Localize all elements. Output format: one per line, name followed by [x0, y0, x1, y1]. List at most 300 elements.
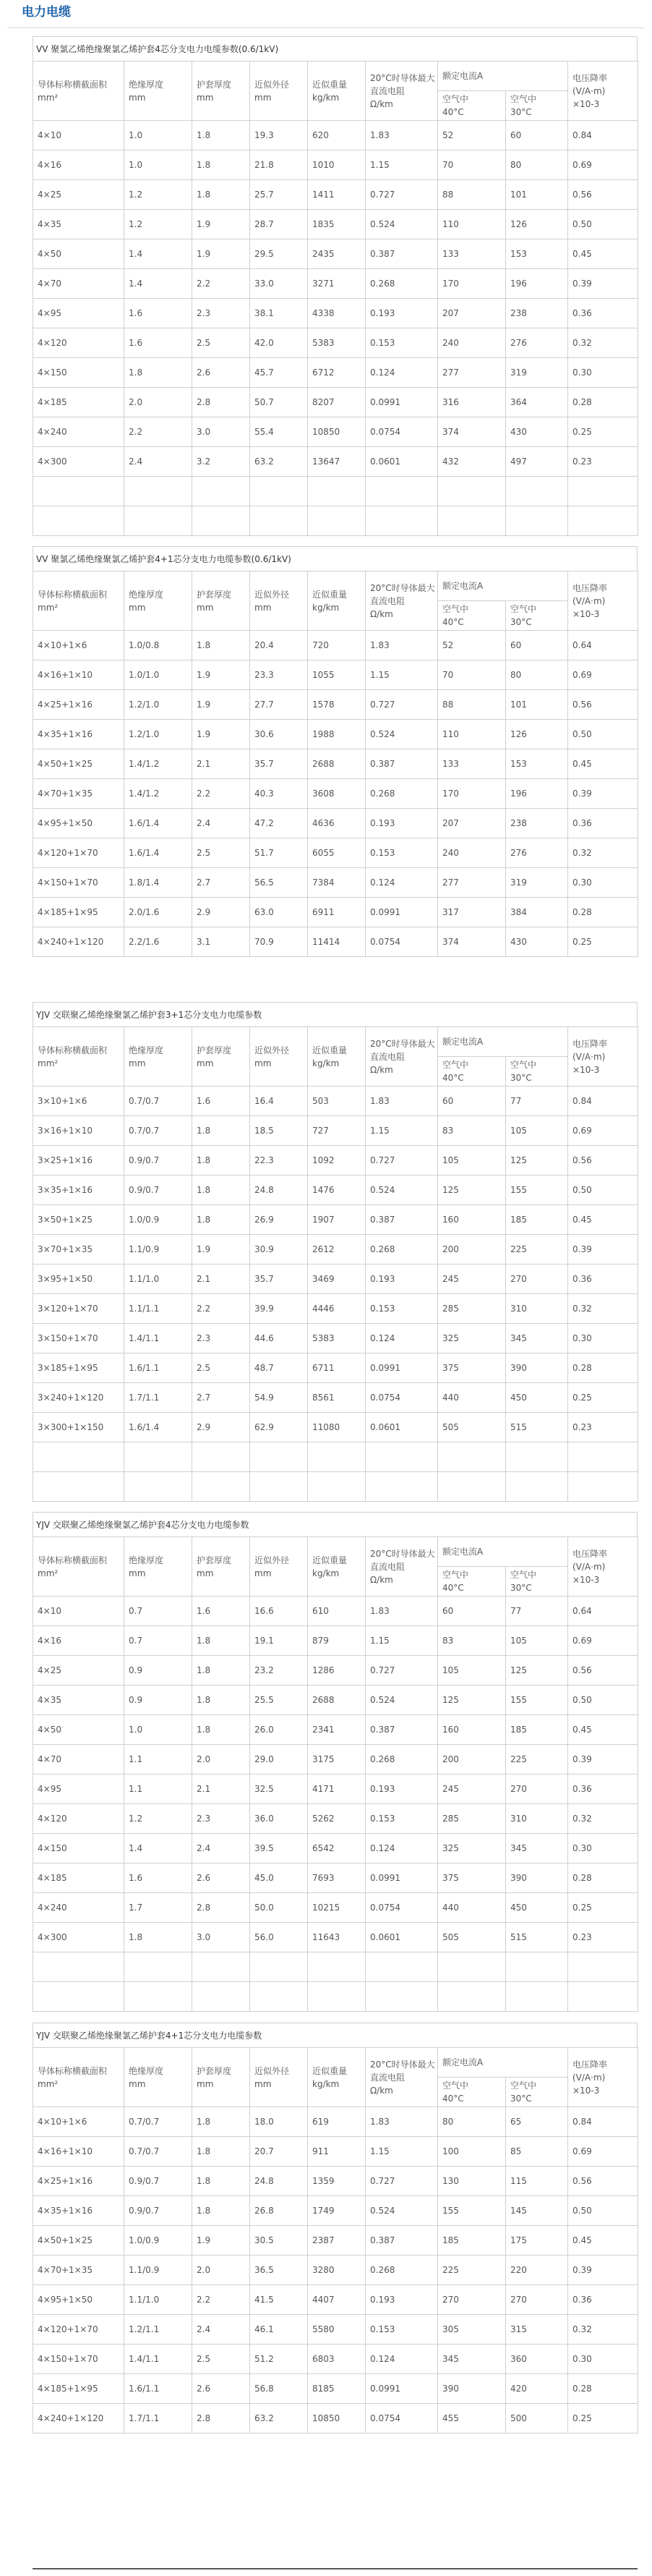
- table-cell: 0.268: [366, 1235, 438, 1264]
- table-cell: 0.7/0.7: [124, 1087, 192, 1116]
- table-cell: 0.69: [568, 150, 638, 180]
- table-cell: 0.727: [366, 2167, 438, 2196]
- table-cell: 1.1/0.9: [124, 2256, 192, 2285]
- table-row: [33, 1472, 638, 1502]
- table-cell: [250, 477, 308, 506]
- header-sheath-line: 护套厚度: [197, 1045, 232, 1055]
- table-cell: 4×240+1×120: [33, 2404, 124, 2433]
- header-rated-current: 额定电流A: [438, 1027, 568, 1057]
- table-cell: 1.6: [192, 1597, 250, 1626]
- table-cell: 0.387: [366, 2226, 438, 2256]
- title-divider: [7, 27, 645, 28]
- table-cell: 0.7/0.7: [124, 1116, 192, 1146]
- table-cell: 0.30: [568, 2345, 638, 2374]
- table-row: [33, 506, 638, 536]
- header-sheath: [192, 571, 250, 631]
- table-cell: 19.3: [250, 121, 308, 150]
- table-cell: [124, 1442, 192, 1472]
- header-air30: [506, 2078, 568, 2107]
- header-weight-line: 近似重量: [312, 1555, 348, 1565]
- table-cell: 276: [506, 328, 568, 358]
- table-cell: 42.0: [250, 328, 308, 358]
- header-diameter: [250, 571, 308, 631]
- table-cell: 277: [438, 358, 506, 388]
- header-air30-line: 30°C: [510, 617, 532, 627]
- table-cell: 1.83: [366, 631, 438, 660]
- table-row: [33, 1597, 638, 1626]
- table-cell: 4×300: [33, 447, 124, 477]
- spec-section: [33, 1002, 638, 1502]
- spec-table: [33, 1026, 638, 1502]
- table-cell: 30.5: [250, 2226, 308, 2256]
- table-cell: 440: [438, 1893, 506, 1923]
- table-cell: 105: [438, 1656, 506, 1686]
- header-weight-line: 近似重量: [312, 79, 348, 90]
- table-cell: 1.6: [124, 299, 192, 328]
- table-cell: 0.268: [366, 1745, 438, 1774]
- table-row: [33, 690, 638, 720]
- table-cell: [438, 477, 506, 506]
- header-air30-line: 空气中: [510, 2080, 537, 2091]
- table-cell: 1.8: [192, 1656, 250, 1686]
- table-cell: 4446: [308, 1294, 366, 1324]
- table-cell: 2.6: [192, 2374, 250, 2404]
- table-cell: 0.0601: [366, 447, 438, 477]
- header-drop-line: ×10-3: [572, 2085, 600, 2096]
- table-cell: 2.0: [124, 388, 192, 417]
- table-cell: 4407: [308, 2285, 366, 2315]
- table-cell: 24.8: [250, 1176, 308, 1205]
- table-cell: [308, 1472, 366, 1502]
- table-cell: 1092: [308, 1146, 366, 1176]
- header-air30-line: 30°C: [510, 1073, 532, 1083]
- table-cell: 2.1: [192, 749, 250, 779]
- header-resistance-line: Ω/km: [370, 2085, 393, 2096]
- table-cell: 1.83: [366, 1597, 438, 1626]
- header-air40-line: 40°C: [442, 1583, 464, 1593]
- table-cell: 1.2: [124, 180, 192, 210]
- table-cell: [33, 1442, 124, 1472]
- table-cell: 35.7: [250, 1264, 308, 1294]
- table-cell: 0.28: [568, 1863, 638, 1893]
- table-cell: [506, 1442, 568, 1472]
- table-cell: 4×25: [33, 1656, 124, 1686]
- table-cell: 0.23: [568, 1923, 638, 1952]
- table-cell: 1286: [308, 1656, 366, 1686]
- table-cell: 70: [438, 150, 506, 180]
- header-sheath-line: mm: [197, 2078, 214, 2089]
- table-cell: 1.6/1.4: [124, 1413, 192, 1442]
- table-cell: 2.2: [192, 779, 250, 809]
- table-caption: VV 聚氯乙烯绝缘聚氯乙烯护套4芯分支电力电缆参数(0.6/1kV): [33, 36, 638, 61]
- table-cell: 1.8: [192, 1176, 250, 1205]
- table-cell: 4×70: [33, 269, 124, 299]
- table-cell: 26.9: [250, 1205, 308, 1235]
- table-row: [33, 1294, 638, 1324]
- table-cell: 0.0991: [366, 1353, 438, 1383]
- table-cell: 1.8: [192, 2196, 250, 2226]
- table-cell: 175: [506, 2226, 568, 2256]
- header-weight: [308, 2048, 366, 2107]
- header-drop-line: 电压降率: [572, 582, 608, 593]
- table-cell: 500: [506, 2404, 568, 2433]
- table-cell: 432: [438, 447, 506, 477]
- table-cell: 1055: [308, 660, 366, 690]
- table-cell: 4×185: [33, 1863, 124, 1893]
- table-cell: 196: [506, 779, 568, 809]
- table-cell: 4×300: [33, 1923, 124, 1952]
- table-cell: 2.1: [192, 1264, 250, 1294]
- table-cell: 0.50: [568, 720, 638, 749]
- table-cell: 1.15: [366, 1116, 438, 1146]
- table-cell: 619: [308, 2107, 366, 2137]
- header-drop-line: (V/A·m): [572, 1561, 606, 1572]
- header-drop-line: ×10-3: [572, 1574, 600, 1585]
- header-diameter-line: mm: [254, 1058, 272, 1068]
- table-cell: 1.8: [192, 2107, 250, 2137]
- table-row: [33, 1715, 638, 1745]
- table-cell: 1.83: [366, 1087, 438, 1116]
- header-weight-line: kg/km: [312, 602, 340, 613]
- header-insulation-line: 绝缘厚度: [129, 2065, 164, 2076]
- header-insulation-line: 绝缘厚度: [129, 589, 164, 600]
- table-cell: [192, 506, 250, 536]
- table-cell: 196: [506, 269, 568, 299]
- table-cell: 325: [438, 1324, 506, 1353]
- header-air30-line: 空气中: [510, 1570, 537, 1580]
- table-cell: 110: [438, 720, 506, 749]
- header-weight-line: 近似重量: [312, 1045, 348, 1055]
- table-cell: 879: [308, 1626, 366, 1656]
- table-cell: 2.9: [192, 1413, 250, 1442]
- table-row: [33, 1383, 638, 1413]
- header-size: [33, 1537, 124, 1597]
- table-cell: 60: [438, 1597, 506, 1626]
- table-cell: 40.3: [250, 779, 308, 809]
- table-cell: [568, 477, 638, 506]
- table-cell: 1.9: [192, 1235, 250, 1264]
- table-cell: 55.4: [250, 417, 308, 447]
- table-cell: 0.28: [568, 2374, 638, 2404]
- table-cell: 1.8: [192, 1116, 250, 1146]
- table-cell: 3469: [308, 1264, 366, 1294]
- table-cell: 0.0991: [366, 2374, 438, 2404]
- table-cell: 0.30: [568, 1324, 638, 1353]
- table-cell: 1.6: [192, 1087, 250, 1116]
- table-cell: 2.4: [124, 447, 192, 477]
- table-cell: 83: [438, 1116, 506, 1146]
- table-row: [33, 749, 638, 779]
- table-cell: 0.28: [568, 388, 638, 417]
- table-cell: 2.6: [192, 1863, 250, 1893]
- table-cell: 32.5: [250, 1774, 308, 1804]
- header-insulation: [124, 1027, 192, 1087]
- table-cell: 1.9: [192, 2226, 250, 2256]
- table-cell: 0.153: [366, 328, 438, 358]
- table-cell: 70.9: [250, 927, 308, 957]
- table-cell: 0.39: [568, 2256, 638, 2285]
- table-cell: 133: [438, 749, 506, 779]
- table-cell: 0.7/0.7: [124, 2137, 192, 2167]
- table-cell: 39.5: [250, 1834, 308, 1863]
- table-cell: 3×95+1×50: [33, 1264, 124, 1294]
- page-title: 电力电缆: [22, 5, 71, 20]
- header-weight: [308, 1537, 366, 1597]
- table-cell: 80: [438, 2107, 506, 2137]
- header-size: [33, 1027, 124, 1087]
- table-cell: 1835: [308, 210, 366, 239]
- table-cell: 10850: [308, 2404, 366, 2433]
- header-resistance: [366, 571, 438, 631]
- header-insulation-line: mm: [129, 1568, 146, 1578]
- header-weight-line: 近似重量: [312, 2065, 348, 2076]
- table-cell: 3×240+1×120: [33, 1383, 124, 1413]
- table-cell: [568, 506, 638, 536]
- table-cell: 1578: [308, 690, 366, 720]
- table-cell: 160: [438, 1205, 506, 1235]
- header-diameter-line: 近似外径: [254, 79, 290, 90]
- table-cell: 7384: [308, 868, 366, 898]
- table-cell: 0.25: [568, 2404, 638, 2433]
- table-cell: 285: [438, 1294, 506, 1324]
- table-cell: 3175: [308, 1745, 366, 1774]
- header-weight-line: kg/km: [312, 2078, 340, 2089]
- table-cell: 0.32: [568, 2315, 638, 2345]
- table-cell: 4×25: [33, 180, 124, 210]
- table-row: [33, 1863, 638, 1893]
- table-cell: 3×300+1×150: [33, 1413, 124, 1442]
- table-cell: 4×150+1×70: [33, 868, 124, 898]
- table-cell: 0.23: [568, 1413, 638, 1442]
- table-cell: 3280: [308, 2256, 366, 2285]
- table-cell: 270: [506, 1264, 568, 1294]
- table-cell: 2.2: [192, 2285, 250, 2315]
- table-cell: 3×150+1×70: [33, 1324, 124, 1353]
- table-cell: 390: [506, 1863, 568, 1893]
- table-cell: [250, 506, 308, 536]
- table-cell: [308, 506, 366, 536]
- header-insulation: [124, 571, 192, 631]
- header-diameter-line: mm: [254, 602, 272, 613]
- table-cell: 0.268: [366, 269, 438, 299]
- table-cell: 1.9: [192, 210, 250, 239]
- table-row: [33, 1264, 638, 1294]
- table-cell: 153: [506, 239, 568, 269]
- table-cell: 2.5: [192, 838, 250, 868]
- table-cell: 1.8: [192, 180, 250, 210]
- table-cell: 10215: [308, 1893, 366, 1923]
- table-row: [33, 2137, 638, 2167]
- table-cell: 6911: [308, 898, 366, 927]
- table-cell: [33, 1982, 124, 2012]
- table-cell: 207: [438, 809, 506, 838]
- header-insulation-line: 绝缘厚度: [129, 1555, 164, 1565]
- table-cell: 0.727: [366, 1656, 438, 1686]
- header-insulation-line: mm: [129, 2078, 146, 2089]
- table-cell: 3×16+1×10: [33, 1116, 124, 1146]
- table-cell: 1.0: [124, 1715, 192, 1745]
- header-air30-line: 空气中: [510, 94, 537, 104]
- table-cell: 5383: [308, 1324, 366, 1353]
- table-cell: [124, 477, 192, 506]
- header-drop-line: 电压降率: [572, 1548, 608, 1559]
- header-rated-current: 额定电流A: [438, 61, 568, 91]
- header-size-line: 导体标称横截面积: [38, 2065, 108, 2076]
- table-cell: 4×150: [33, 358, 124, 388]
- table-cell: 0.268: [366, 779, 438, 809]
- header-drop: [568, 1537, 638, 1597]
- table-cell: 1.9: [192, 239, 250, 269]
- header-weight-line: kg/km: [312, 1568, 340, 1578]
- table-cell: 52: [438, 631, 506, 660]
- table-cell: 2.2/1.6: [124, 927, 192, 957]
- table-cell: 4×120+1×70: [33, 2315, 124, 2345]
- header-air30: [506, 91, 568, 121]
- table-cell: 23.2: [250, 1656, 308, 1686]
- table-cell: 4×185: [33, 388, 124, 417]
- table-cell: 2.2: [192, 269, 250, 299]
- table-cell: 3×70+1×35: [33, 1235, 124, 1264]
- table-cell: 4×240: [33, 1893, 124, 1923]
- table-cell: 0.193: [366, 1264, 438, 1294]
- table-cell: 47.2: [250, 809, 308, 838]
- table-cell: 384: [506, 898, 568, 927]
- table-cell: 23.3: [250, 660, 308, 690]
- table-cell: 0.36: [568, 809, 638, 838]
- table-row: [33, 927, 638, 957]
- table-row: [33, 358, 638, 388]
- table-caption: YJV 交联聚乙烯绝缘聚氯乙烯护套3+1芯分支电力电缆参数: [33, 1002, 638, 1026]
- table-cell: 46.1: [250, 2315, 308, 2345]
- header-rated-current: 额定电流A: [438, 2048, 568, 2078]
- table-cell: 5383: [308, 328, 366, 358]
- spec-table: [33, 571, 638, 957]
- table-cell: 3608: [308, 779, 366, 809]
- table-row: [33, 2256, 638, 2285]
- table-cell: 0.64: [568, 631, 638, 660]
- header-air40: [438, 91, 506, 121]
- table-cell: 2.1: [192, 1774, 250, 1804]
- table-cell: [366, 1472, 438, 1502]
- table-cell: 1.0/1.0: [124, 660, 192, 690]
- header-air30: [506, 1057, 568, 1087]
- table-cell: 0.524: [366, 720, 438, 749]
- table-cell: 1.8: [192, 1686, 250, 1715]
- table-cell: 1476: [308, 1176, 366, 1205]
- table-cell: 455: [438, 2404, 506, 2433]
- header-drop-line: ×10-3: [572, 98, 600, 109]
- table-cell: 0.50: [568, 1176, 638, 1205]
- table-cell: 153: [506, 749, 568, 779]
- table-cell: 911: [308, 2137, 366, 2167]
- table-cell: 0.45: [568, 1205, 638, 1235]
- table-cell: 1.4: [124, 269, 192, 299]
- header-sheath-line: 护套厚度: [197, 2065, 232, 2076]
- table-cell: 345: [506, 1834, 568, 1863]
- table-cell: 27.7: [250, 690, 308, 720]
- table-cell: 4×150+1×70: [33, 2345, 124, 2374]
- table-cell: 245: [438, 1264, 506, 1294]
- header-size-line: 导体标称横截面积: [38, 79, 108, 90]
- table-cell: 0.36: [568, 299, 638, 328]
- table-cell: 4×240+1×120: [33, 927, 124, 957]
- table-cell: 1.8: [192, 2137, 250, 2167]
- table-cell: 0.124: [366, 1324, 438, 1353]
- table-cell: 0.0601: [366, 1923, 438, 1952]
- table-cell: 4×16: [33, 150, 124, 180]
- header-resistance: [366, 61, 438, 121]
- table-cell: 4171: [308, 1774, 366, 1804]
- table-cell: 4×95: [33, 1774, 124, 1804]
- table-cell: 0.268: [366, 2256, 438, 2285]
- table-cell: 85: [506, 2137, 568, 2167]
- table-cell: 5580: [308, 2315, 366, 2345]
- table-cell: 1.1: [124, 1745, 192, 1774]
- table-cell: 0.0601: [366, 1413, 438, 1442]
- header-row: [33, 1537, 638, 1567]
- header-sheath: [192, 2048, 250, 2107]
- table-cell: 2.0: [192, 1745, 250, 1774]
- header-air40-line: 空气中: [442, 1060, 469, 1070]
- header-sheath: [192, 61, 250, 121]
- table-cell: [250, 1952, 308, 1982]
- table-cell: 0.50: [568, 210, 638, 239]
- table-row: [33, 210, 638, 239]
- table-row: [33, 328, 638, 358]
- header-air40: [438, 2078, 506, 2107]
- table-cell: 420: [506, 2374, 568, 2404]
- table-cell: 2435: [308, 239, 366, 269]
- header-sheath-line: mm: [197, 1058, 214, 1068]
- table-row: [33, 1834, 638, 1863]
- table-cell: 1.15: [366, 660, 438, 690]
- table-row: [33, 1205, 638, 1235]
- header-drop-line: ×10-3: [572, 608, 600, 619]
- table-cell: 0.50: [568, 2196, 638, 2226]
- table-cell: [438, 1952, 506, 1982]
- header-weight-line: kg/km: [312, 92, 340, 103]
- header-sheath-line: mm: [197, 1568, 214, 1578]
- table-cell: 133: [438, 239, 506, 269]
- header-air30: [506, 1567, 568, 1597]
- table-cell: 1988: [308, 720, 366, 749]
- table-row: [33, 1982, 638, 2012]
- table-cell: 16.6: [250, 1597, 308, 1626]
- table-cell: [438, 506, 506, 536]
- table-cell: 1.2/1.0: [124, 720, 192, 749]
- table-cell: 4×10: [33, 1597, 124, 1626]
- table-row: [33, 1656, 638, 1686]
- table-cell: 155: [506, 1176, 568, 1205]
- table-cell: 126: [506, 720, 568, 749]
- table-cell: 0.0991: [366, 898, 438, 927]
- table-cell: 0.153: [366, 1294, 438, 1324]
- header-resistance: [366, 2048, 438, 2107]
- table-cell: 0.193: [366, 1774, 438, 1804]
- table-cell: 503: [308, 1087, 366, 1116]
- table-cell: 364: [506, 388, 568, 417]
- table-cell: 497: [506, 447, 568, 477]
- table-cell: 6711: [308, 1353, 366, 1383]
- header-size-line: mm²: [38, 1058, 59, 1068]
- table-cell: 2.6: [192, 358, 250, 388]
- table-cell: [366, 506, 438, 536]
- table-cell: 4×16+1×10: [33, 660, 124, 690]
- header-size-line: 导体标称横截面积: [38, 1555, 108, 1565]
- table-cell: 25.5: [250, 1686, 308, 1715]
- table-cell: 160: [438, 1715, 506, 1745]
- table-row: [33, 868, 638, 898]
